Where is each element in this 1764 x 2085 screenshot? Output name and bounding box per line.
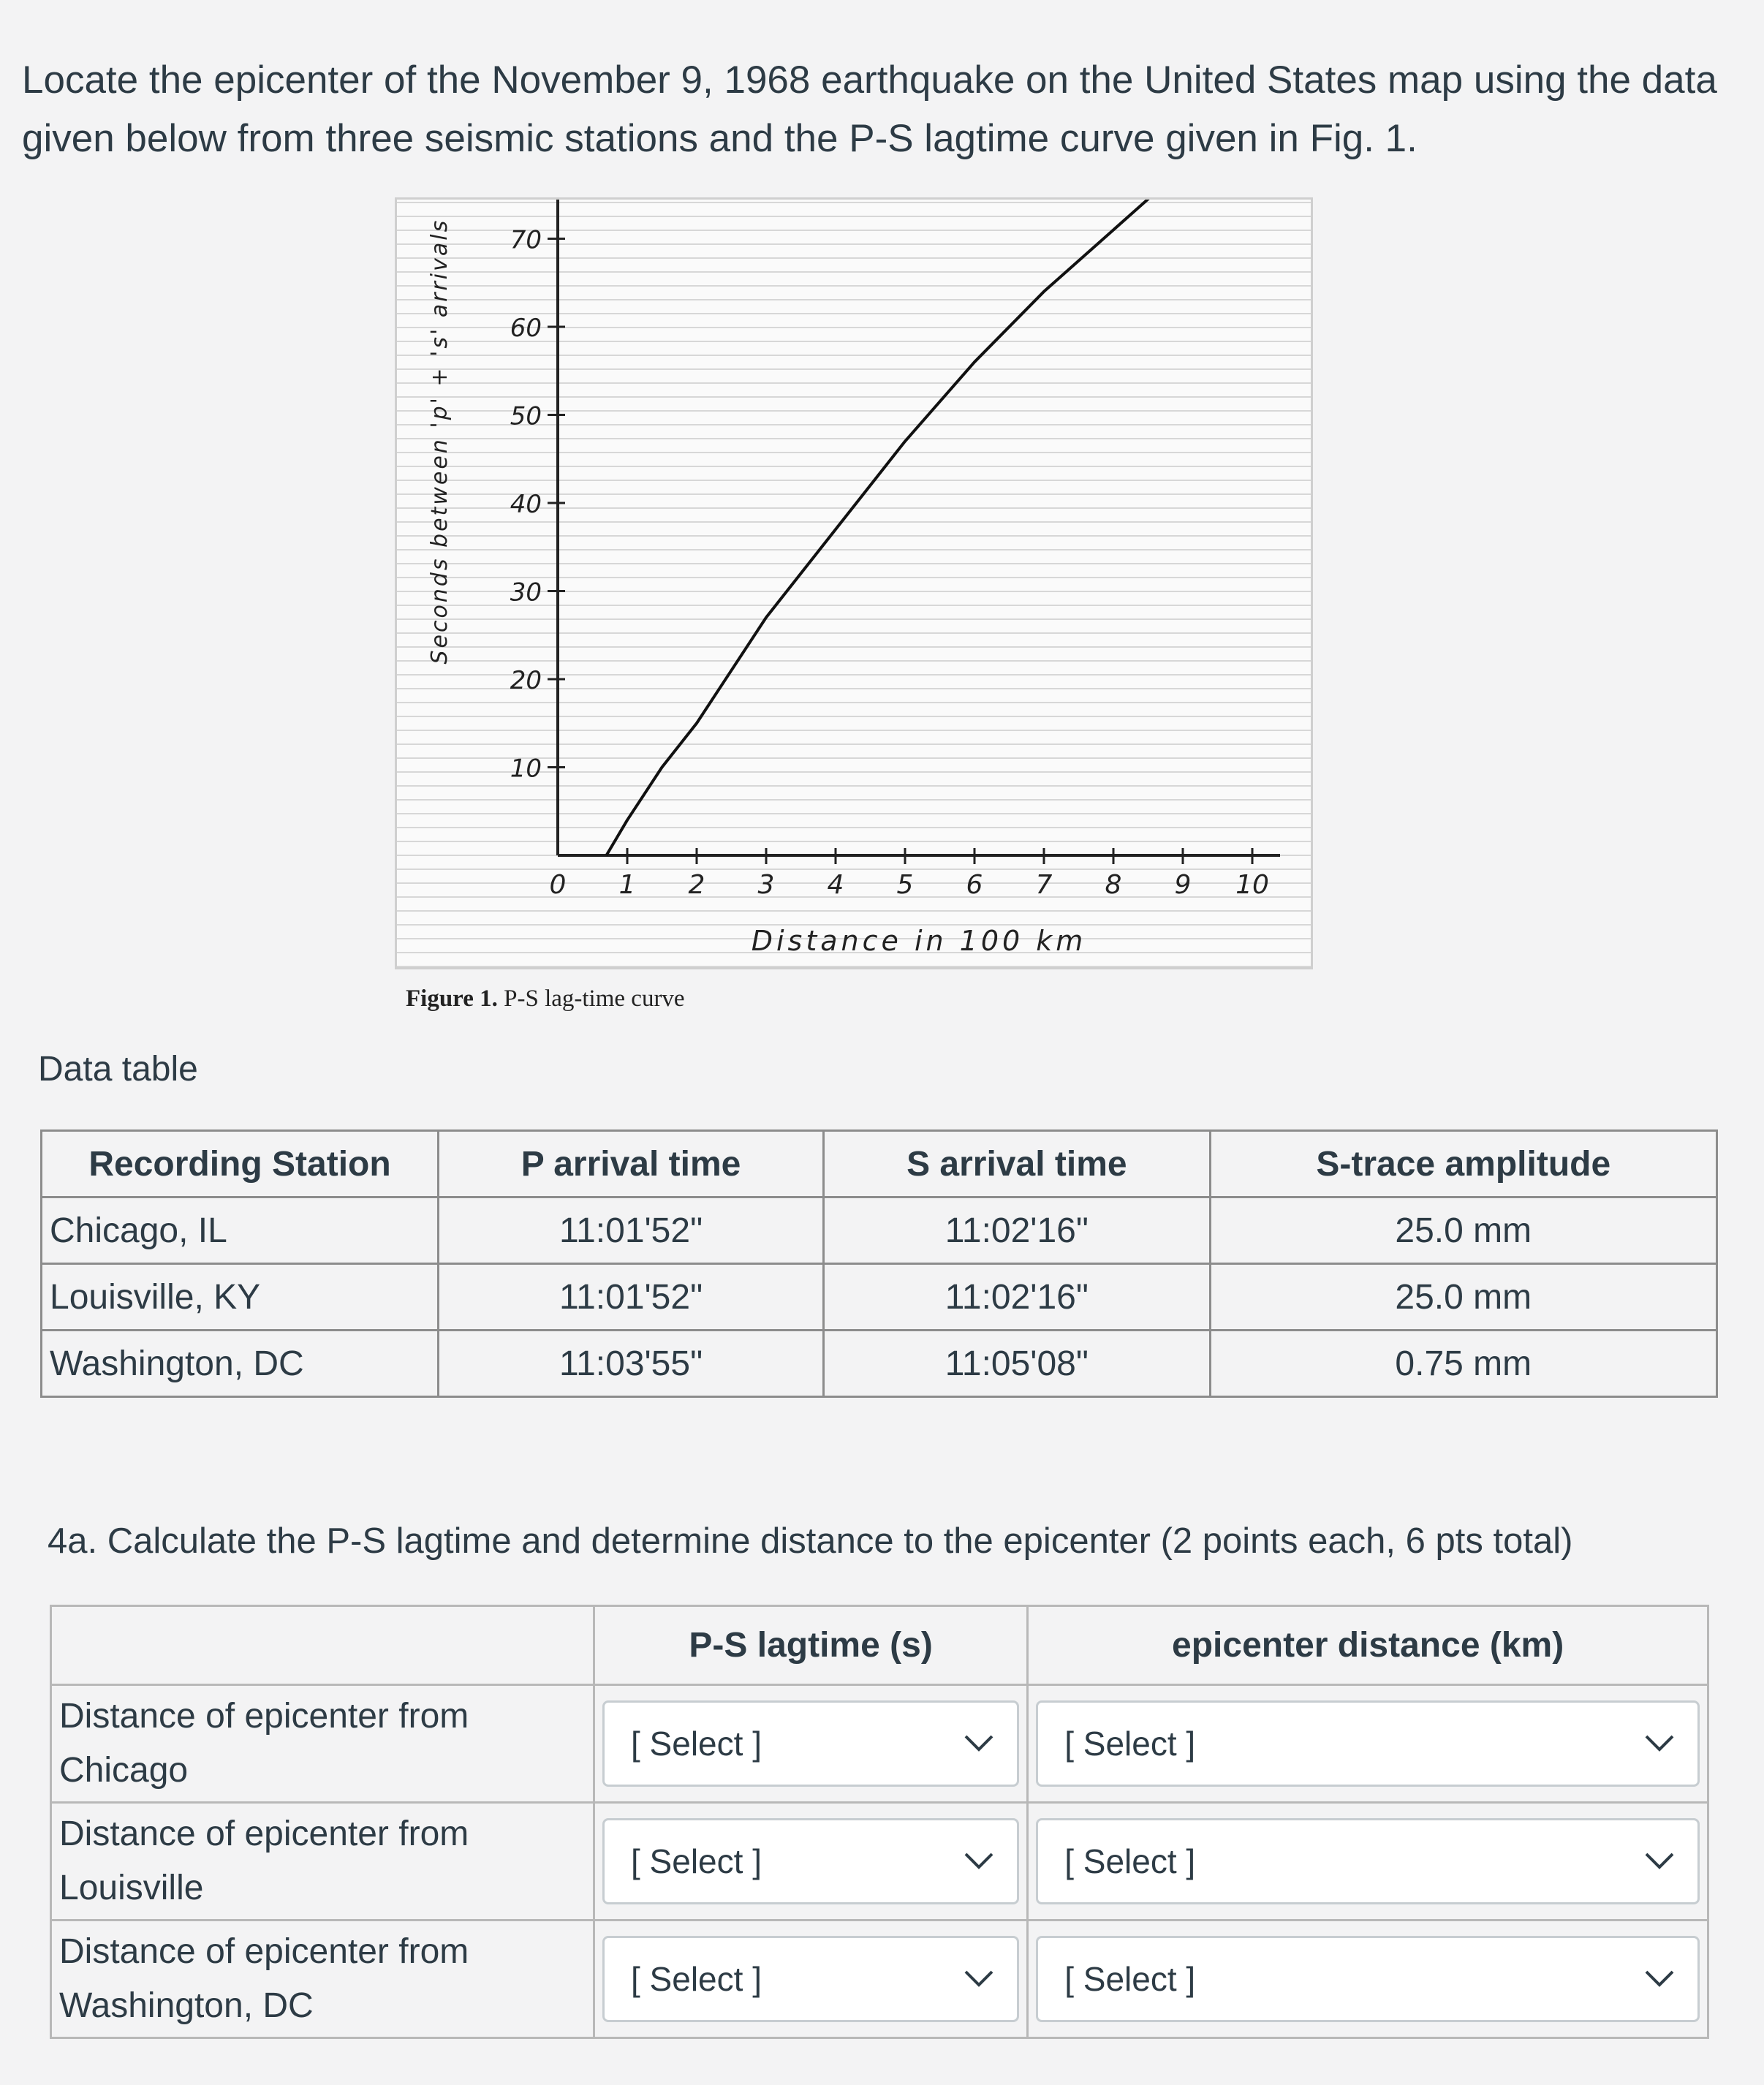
select-value: [ Select ] (631, 1960, 762, 1998)
y-tick-label: 60 (510, 314, 542, 343)
x-tick-label: 7 (1035, 870, 1053, 900)
data-table (40, 1129, 1718, 1398)
lagtime-cell (594, 1803, 1028, 1921)
x-tick-label: 8 (1105, 870, 1122, 900)
question-4a: 4a. Calculate the P-S lagtime and determine distance to the epicenter (2 points each, 6 pts total) (48, 1521, 1573, 1561)
p-arrival-time: 11:01'52" (439, 1197, 824, 1264)
x-axis-label: Distance in 100 km (751, 925, 1087, 957)
lagtime-select-louisville[interactable] (602, 1818, 1019, 1904)
station-name: Louisville, KY (42, 1264, 439, 1331)
lagtime-select-washington[interactable] (602, 1936, 1019, 2022)
s-arrival-time: 11:02'16" (824, 1264, 1210, 1331)
header-recording-station: Recording Station (42, 1131, 439, 1197)
lagtime-curve (607, 200, 1232, 855)
answer-row-label: Distance of epicenter from Chicago (51, 1685, 594, 1803)
lagtime-cell (594, 1921, 1028, 2038)
distance-select-washington[interactable] (1036, 1936, 1700, 2022)
select-value: [ Select ] (1064, 1725, 1196, 1763)
lagtime-select-chicago[interactable] (602, 1700, 1019, 1787)
s-arrival-time: 11:02'16" (824, 1197, 1210, 1264)
distance-select-louisville[interactable] (1036, 1818, 1700, 1904)
chevron-down-icon (1643, 1969, 1676, 1989)
s-trace-amplitude: 0.75 mm (1210, 1331, 1716, 1397)
x-tick-label: 6 (966, 870, 983, 900)
answer-row-louisville (51, 1803, 1708, 1921)
y-tick-label: 40 (510, 490, 542, 519)
instructions-text: Locate the epicenter of the November 9, 1968 earthquake on the United States map using the data given below from three seismic stations and the P-S lagtime curve given in Fig. 1. (22, 58, 1717, 160)
select-value: [ Select ] (1064, 1842, 1196, 1880)
s-arrival-time: 11:05'08" (824, 1331, 1210, 1397)
distance-cell (1028, 1803, 1708, 1921)
answer-row-label: Distance of epicenter from Washington, DC (51, 1921, 594, 2038)
ps-lagtime-figure (395, 197, 1313, 969)
x-tick-label: 4 (827, 870, 844, 900)
answer-row-label: Distance of epicenter from Louisville (51, 1803, 594, 1921)
figure-caption-title: P-S lag-time curve (504, 985, 685, 1012)
header-p-arrival: P arrival time (439, 1131, 824, 1197)
select-value: [ Select ] (631, 1842, 762, 1880)
answer-row-washington (51, 1921, 1708, 2038)
y-tick-label: 70 (510, 225, 542, 255)
select-value: [ Select ] (631, 1725, 762, 1763)
header-epicenter-distance: epicenter distance (km) (1028, 1606, 1708, 1685)
y-tick-label: 10 (510, 754, 542, 784)
distance-cell (1028, 1685, 1708, 1803)
x-tick-label: 9 (1174, 870, 1192, 900)
lagtime-cell (594, 1685, 1028, 1803)
figure-caption-number: Figure 1. (406, 985, 498, 1012)
station-name: Chicago, IL (42, 1197, 439, 1264)
x-tick-label: 2 (688, 870, 705, 900)
x-tick-label: 5 (896, 870, 914, 900)
y-tick-label: 20 (510, 666, 542, 695)
data-table-heading: Data table (38, 1050, 198, 1089)
y-tick-label: 50 (510, 401, 542, 431)
chevron-down-icon (1643, 1733, 1676, 1754)
distance-select-chicago[interactable] (1036, 1700, 1700, 1787)
chevron-down-icon (1643, 1851, 1676, 1872)
distance-cell (1028, 1921, 1708, 2038)
answer-header-blank (51, 1606, 594, 1685)
p-arrival-time: 11:03'55" (439, 1331, 824, 1397)
ps-lagtime-chart (397, 200, 1311, 967)
chevron-down-icon (963, 1733, 995, 1754)
table-row (42, 1264, 1717, 1331)
chevron-down-icon (963, 1969, 995, 1989)
s-trace-amplitude: 25.0 mm (1210, 1264, 1716, 1331)
table-row (42, 1331, 1717, 1397)
x-tick-label: 10 (1235, 870, 1269, 900)
figure-caption (406, 985, 685, 1013)
select-value: [ Select ] (1064, 1960, 1196, 1998)
x-tick-label: 3 (757, 870, 775, 900)
answer-header-row (51, 1606, 1708, 1685)
x-tick-label: 1 (618, 870, 636, 900)
s-trace-amplitude: 25.0 mm (1210, 1197, 1716, 1264)
chevron-down-icon (963, 1851, 995, 1872)
header-s-arrival: S arrival time (824, 1131, 1210, 1197)
data-table-header-row (42, 1131, 1717, 1197)
y-axis-label: Seconds between 'p' + 's' arrivals (427, 218, 453, 665)
answer-table (50, 1605, 1709, 2039)
answer-row-chicago (51, 1685, 1708, 1803)
header-ps-lagtime: P-S lagtime (s) (594, 1606, 1028, 1685)
station-name: Washington, DC (42, 1331, 439, 1397)
table-row (42, 1197, 1717, 1264)
header-s-amplitude: S-trace amplitude (1210, 1131, 1716, 1197)
x-tick-label: 0 (549, 870, 567, 900)
p-arrival-time: 11:01'52" (439, 1264, 824, 1331)
y-tick-label: 30 (510, 578, 542, 608)
